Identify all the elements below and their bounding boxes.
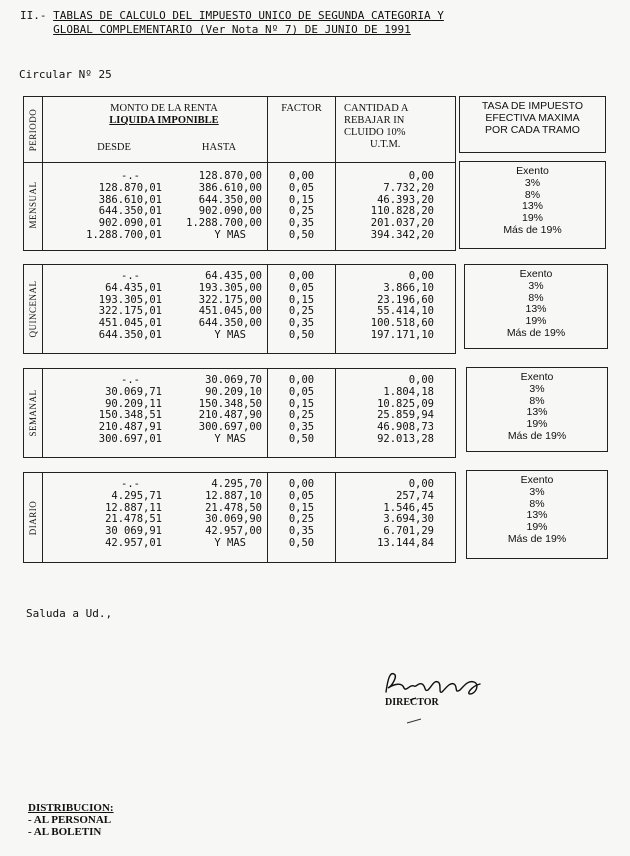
heading-line-2: GLOBAL COMPLEMENTARIO (Ver Nota Nº 7) DE JUNIO DE 1991 — [53, 23, 411, 36]
cantidad-column: 0,00 3.866,10 23.196,60 55.414,10 100.518,60 197.171,10 — [370, 270, 434, 341]
desde-column: -.- 4.295,71 12.887,11 21.478,51 30 069,91 42.957,01 — [105, 478, 162, 549]
circular-number: Circular Nº 25 — [19, 68, 112, 81]
hasta-header: HASTA — [201, 142, 237, 153]
desde-column: -.- 64.435,01 193.305,01 322.175,01 451.045,01 644.350,01 — [98, 270, 162, 341]
heading-prefix: II.- — [20, 9, 54, 22]
distribution-block — [28, 802, 114, 838]
period-label: QUINCENAL — [28, 280, 38, 338]
desde-column: -.- 128.870,01 386.610,01 644.350,01 902.090,01 1.288.700,01 — [86, 170, 162, 241]
period-label: SEMANAL — [28, 389, 38, 437]
period-cell — [24, 97, 43, 250]
distribution-title: DISTRIBUCION: — [28, 802, 114, 814]
factor-column: 0,00 0,05 0,15 0,25 0,35 0,50 — [288, 270, 315, 341]
table-mensual — [23, 96, 456, 251]
signature-title: DIRECTOR — [385, 697, 439, 708]
period-label: MENSUAL — [28, 181, 38, 229]
hasta-column: 64.435,00 193.305,00 322.175,00 451.045,00 644.350,00 Y MAS — [198, 270, 262, 341]
tasa-box-quincenal: Exento 3% 8% 13% 19% Más de 19% — [464, 264, 608, 349]
factor-column: 0,00 0,05 0,15 0,25 0,35 0,50 — [288, 478, 315, 549]
hasta-column: 30.069,70 90.209,10 150.348,50 210.487,90 300.697,00 Y MAS — [198, 374, 262, 445]
tasa-box-semanal: Exento 3% 8% 13% 19% Más de 19% — [466, 367, 608, 452]
cantidad-column: 0,00 1.804,18 10.825,09 25.859,94 46.908,73 92.013,28 — [377, 374, 434, 445]
pen-stroke-icon — [405, 717, 425, 725]
cantidad-column: 0,00 257,74 1.546,45 3.694,30 6.701,29 13.144,84 — [377, 478, 434, 549]
closing-salutation: Saluda a Ud., — [26, 607, 113, 620]
distribution-item: - AL PERSONAL — [28, 814, 112, 826]
factor-column: 0,00 0,05 0,15 0,25 0,35 0,50 — [288, 374, 315, 445]
tasa-header-box: TASA DE IMPUESTO EFECTIVA MAXIMA POR CADA TRAMO — [459, 96, 606, 153]
document-heading — [20, 9, 444, 37]
hasta-column: 128.870,00 386.610,00 644.350,00 902.090,00 1.288.700,00 Y MAS — [186, 170, 262, 241]
table-diario — [23, 472, 456, 563]
factor-column: 0,00 0,05 0,15 0,25 0,35 0,50 — [288, 170, 315, 241]
heading-line-1: TABLAS DE CALCULO DEL IMPUESTO UNICO DE SEGUNDA CATEGORIA Y — [53, 9, 444, 22]
period-label: DIARIO — [28, 500, 38, 535]
desde-column: -.- 30.069,71 90.209,11 150.348,51 210.487,91 300.697,01 — [98, 374, 162, 445]
periodo-header: PERIODO — [28, 108, 38, 152]
table-quincenal — [23, 264, 456, 354]
distribution-item: - AL BOLETIN — [28, 826, 102, 838]
hasta-column: 4.295,70 12.887,10 21.478,50 30.069,90 42.957,00 Y MAS — [205, 478, 262, 549]
cantidad-column: 0,00 7.732,20 46.393,20 110.828,20 201.037,20 394.342,20 — [370, 170, 434, 241]
tasa-box-mensual: Exento 3% 8% 13% 19% Más de 19% — [459, 161, 606, 249]
desde-header: DESDE — [97, 142, 131, 153]
table-semanal — [23, 368, 456, 458]
monto-header: MONTO DE LA RENTA LIQUIDA IMPONIBLE — [109, 103, 219, 126]
tasa-box-diario: Exento 3% 8% 13% 19% Más de 19% — [466, 470, 608, 559]
factor-header: FACTOR — [281, 103, 322, 114]
cantidad-header: CANTIDAD A REBAJAR IN CLUIDO 10% U.T.M. — [344, 103, 409, 150]
